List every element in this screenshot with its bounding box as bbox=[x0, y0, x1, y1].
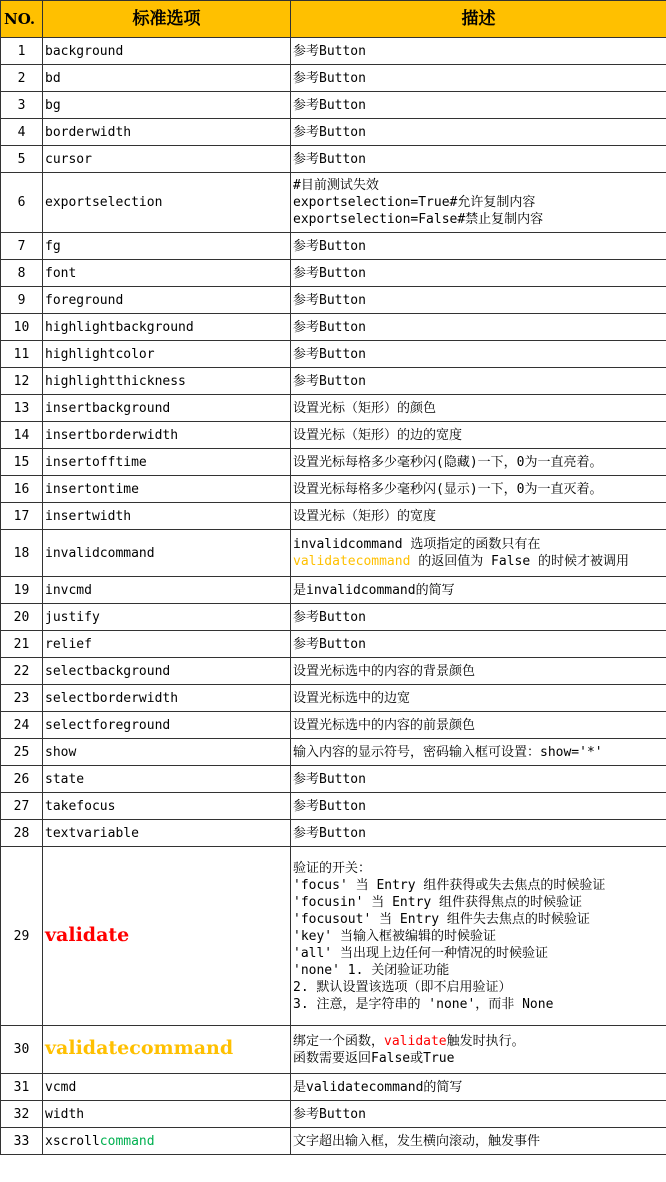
option-name: borderwidth bbox=[43, 119, 291, 146]
table-row bbox=[1, 1128, 666, 1155]
option-description: 设置光标（矩形）的宽度 bbox=[291, 503, 666, 530]
table-row bbox=[1, 260, 666, 287]
row-number: 28 bbox=[1, 820, 43, 847]
row-number: 12 bbox=[1, 368, 43, 395]
option-description: 设置光标每格多少毫秒闪(显示)一下，0为一直灭着。 bbox=[291, 476, 666, 503]
table-row bbox=[1, 395, 666, 422]
row-number: 3 bbox=[1, 92, 43, 119]
validatecommand-highlight: validatecommand bbox=[293, 554, 411, 569]
option-description: 设置光标（矩形）的边的宽度 bbox=[291, 422, 666, 449]
option-name: state bbox=[43, 766, 291, 793]
header-row bbox=[1, 1, 666, 38]
row-number: 4 bbox=[1, 119, 43, 146]
table-row bbox=[1, 146, 666, 173]
option-name: justify bbox=[43, 604, 291, 631]
option-description: 参考Button bbox=[291, 766, 666, 793]
option-name: selectborderwidth bbox=[43, 685, 291, 712]
row-number: 13 bbox=[1, 395, 43, 422]
table-row bbox=[1, 766, 666, 793]
row-number: 24 bbox=[1, 712, 43, 739]
row-number: 16 bbox=[1, 476, 43, 503]
row-number: 9 bbox=[1, 287, 43, 314]
option-description: 参考Button bbox=[291, 65, 666, 92]
row-number: 19 bbox=[1, 577, 43, 604]
row-number: 33 bbox=[1, 1128, 43, 1155]
option-description: 是invalidcommand的简写 bbox=[291, 577, 666, 604]
row-number: 27 bbox=[1, 793, 43, 820]
description-text: 触发时执行。 bbox=[446, 1033, 525, 1049]
option-description: 是validatecommand的简写 bbox=[291, 1074, 666, 1101]
row-number: 32 bbox=[1, 1101, 43, 1128]
option-name: width bbox=[43, 1101, 291, 1128]
row-number: 5 bbox=[1, 146, 43, 173]
option-name: foreground bbox=[43, 287, 291, 314]
option-name: insertofftime bbox=[43, 449, 291, 476]
row-number: 23 bbox=[1, 685, 43, 712]
option-name: relief bbox=[43, 631, 291, 658]
description-line: 'focusin' 当 Entry 组件获得焦点的时候验证 bbox=[293, 894, 583, 910]
description-line: 2. 默认设置该选项（即不启用验证） bbox=[293, 979, 512, 995]
row-number: 7 bbox=[1, 233, 43, 260]
option-description: 设置光标（矩形）的颜色 bbox=[291, 395, 666, 422]
table-row bbox=[1, 685, 666, 712]
option-description: 参考Button bbox=[291, 38, 666, 65]
row-number: 10 bbox=[1, 314, 43, 341]
option-description: 输入内容的显示符号，密码输入框可设置：show='*' bbox=[291, 739, 666, 766]
table-row bbox=[1, 530, 666, 577]
row-number: 15 bbox=[1, 449, 43, 476]
option-description: 文字超出输入框，发生横向滚动，触发事件 bbox=[291, 1128, 666, 1155]
option-name: show bbox=[43, 739, 291, 766]
row-number: 31 bbox=[1, 1074, 43, 1101]
option-name: cursor bbox=[43, 146, 291, 173]
option-name: takefocus bbox=[43, 793, 291, 820]
option-description: 设置光标每格多少毫秒闪(隐藏)一下，0为一直亮着。 bbox=[291, 449, 666, 476]
table-row bbox=[1, 449, 666, 476]
description-line: 3. 注意，是字符串的 'none'，而非 None bbox=[293, 996, 554, 1012]
table-row bbox=[1, 658, 666, 685]
option-name bbox=[43, 847, 291, 1026]
row-number: 30 bbox=[1, 1026, 43, 1074]
option-name: insertbackground bbox=[43, 395, 291, 422]
row-number: 17 bbox=[1, 503, 43, 530]
option-name: exportselection bbox=[43, 173, 291, 233]
option-name: font bbox=[43, 260, 291, 287]
table-row bbox=[1, 1101, 666, 1128]
option-name: insertborderwidth bbox=[43, 422, 291, 449]
row-number: 14 bbox=[1, 422, 43, 449]
option-description: 参考Button bbox=[291, 260, 666, 287]
option-name: background bbox=[43, 38, 291, 65]
table-row bbox=[1, 1074, 666, 1101]
row-number: 8 bbox=[1, 260, 43, 287]
option-description: 参考Button bbox=[291, 314, 666, 341]
row-number: 20 bbox=[1, 604, 43, 631]
option-description: 参考Button bbox=[291, 287, 666, 314]
description-line: #目前测试失效 bbox=[293, 178, 379, 193]
description-line: 'focusout' 当 Entry 组件失去焦点的时候验证 bbox=[293, 911, 590, 927]
table-row bbox=[1, 38, 666, 65]
option-description: 参考Button bbox=[291, 631, 666, 658]
option-name: highlightcolor bbox=[43, 341, 291, 368]
option-description: 设置光标选中的边宽 bbox=[291, 685, 666, 712]
header-option: 标准选项 bbox=[43, 1, 291, 38]
description-text: 的返回值为 False 的时候才被调用 bbox=[410, 554, 630, 569]
row-number: 6 bbox=[1, 173, 43, 233]
option-name: highlightthickness bbox=[43, 368, 291, 395]
option-name: bd bbox=[43, 65, 291, 92]
option-description: 参考Button bbox=[291, 1101, 666, 1128]
option-description bbox=[291, 530, 666, 577]
description-line: exportselection=False#禁止复制内容 bbox=[293, 212, 544, 227]
option-description: 参考Button bbox=[291, 793, 666, 820]
option-name-prefix: xscroll bbox=[45, 1133, 100, 1149]
row-number: 18 bbox=[1, 530, 43, 577]
row-number: 29 bbox=[1, 847, 43, 1026]
table-row bbox=[1, 712, 666, 739]
option-name: invcmd bbox=[43, 577, 291, 604]
table-row bbox=[1, 604, 666, 631]
table-row bbox=[1, 739, 666, 766]
table-row bbox=[1, 287, 666, 314]
option-name: highlightbackground bbox=[43, 314, 291, 341]
option-name: vcmd bbox=[43, 1074, 291, 1101]
row-number: 2 bbox=[1, 65, 43, 92]
option-name: insertontime bbox=[43, 476, 291, 503]
option-name: textvariable bbox=[43, 820, 291, 847]
option-description: 参考Button bbox=[291, 233, 666, 260]
description-line: 函数需要返回False或True bbox=[293, 1050, 455, 1066]
option-description: 参考Button bbox=[291, 604, 666, 631]
description-line: exportselection=True#允许复制内容 bbox=[293, 195, 536, 210]
option-name: bg bbox=[43, 92, 291, 119]
row-number: 21 bbox=[1, 631, 43, 658]
validate-highlight: validate bbox=[384, 1033, 447, 1049]
row-number: 11 bbox=[1, 341, 43, 368]
option-description: 参考Button bbox=[291, 92, 666, 119]
description-text: 绑定一个函数， bbox=[293, 1033, 385, 1049]
description-line: 'focus' 当 Entry 组件获得或失去焦点的时候验证 bbox=[293, 877, 606, 893]
table-row bbox=[1, 173, 666, 233]
table-row bbox=[1, 368, 666, 395]
table-row bbox=[1, 233, 666, 260]
table-row bbox=[1, 119, 666, 146]
table-row bbox=[1, 820, 666, 847]
row-number: 25 bbox=[1, 739, 43, 766]
option-description bbox=[291, 1026, 666, 1074]
option-description: 设置光标选中的内容的背景颜色 bbox=[291, 658, 666, 685]
description-line bbox=[293, 553, 664, 570]
option-name: selectforeground bbox=[43, 712, 291, 739]
header-description: 描述 bbox=[291, 1, 666, 38]
header-no: NO. bbox=[1, 1, 43, 38]
table-row bbox=[1, 476, 666, 503]
option-description: 参考Button bbox=[291, 341, 666, 368]
option-name: insertwidth bbox=[43, 503, 291, 530]
description-line: 'none' 1. 关闭验证功能 bbox=[293, 962, 450, 978]
option-description: 参考Button bbox=[291, 146, 666, 173]
row-number: 1 bbox=[1, 38, 43, 65]
option-description: 设置光标选中的内容的前景颜色 bbox=[291, 712, 666, 739]
table-row bbox=[1, 92, 666, 119]
table-row bbox=[1, 314, 666, 341]
table-row bbox=[1, 503, 666, 530]
description-line: invalidcommand 选项指定的函数只有在 bbox=[293, 537, 541, 552]
option-name bbox=[43, 1026, 291, 1074]
option-description: 参考Button bbox=[291, 368, 666, 395]
option-description bbox=[291, 173, 666, 233]
command-highlight: command bbox=[99, 1133, 155, 1149]
option-name bbox=[43, 1128, 291, 1155]
table-row bbox=[1, 631, 666, 658]
description-line: 'key' 当输入框被编辑的时候验证 bbox=[293, 928, 496, 944]
table-row bbox=[1, 65, 666, 92]
row-number: 22 bbox=[1, 658, 43, 685]
option-name: fg bbox=[43, 233, 291, 260]
table-row bbox=[1, 1026, 666, 1074]
description-line: 验证的开关： bbox=[293, 860, 372, 876]
option-name: selectbackground bbox=[43, 658, 291, 685]
table-row bbox=[1, 422, 666, 449]
option-description: 参考Button bbox=[291, 820, 666, 847]
table-row bbox=[1, 341, 666, 368]
table-row bbox=[1, 793, 666, 820]
option-description: 参考Button bbox=[291, 119, 666, 146]
validatecommand-option-highlight: validatecommand bbox=[45, 1037, 234, 1059]
description-line: 'all' 当出现上边任何一种情况的时候验证 bbox=[293, 945, 548, 961]
description-line bbox=[293, 1033, 664, 1050]
option-name: invalidcommand bbox=[43, 530, 291, 577]
table-row bbox=[1, 847, 666, 1026]
row-number: 26 bbox=[1, 766, 43, 793]
validate-option-highlight: validate bbox=[45, 923, 130, 946]
option-description bbox=[291, 847, 666, 1026]
table-row bbox=[1, 577, 666, 604]
